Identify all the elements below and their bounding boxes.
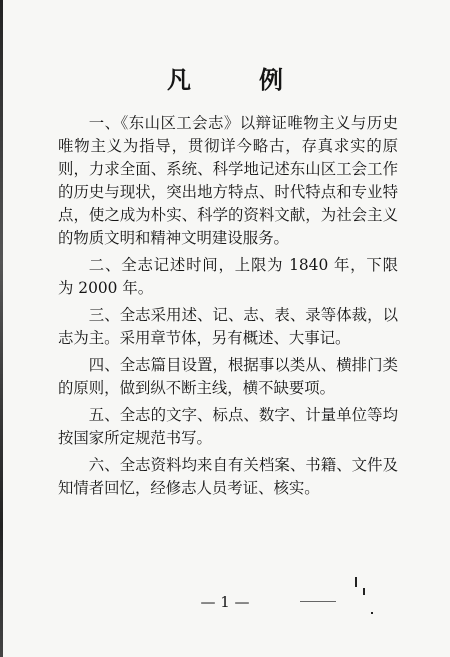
scan-speck (371, 612, 373, 614)
paragraph-1: 一、《东山区工会志》以辩证唯物主义与历史唯物主义为指导，贯彻详今略古，存真求实的原则，力求全面、系统、科学地记述东山区工会工作的历史与现状，突出地方特点、时代特点和专业特点，使之成为朴实、科学的资料文献，为社会主义的物质文明和精神文明建设服务。 (58, 114, 398, 247)
paragraph-5: 五、全志的文字、标点、数字、计量单位等均按国家所定规范书写。 (58, 406, 398, 447)
scan-edge-shadow (0, 0, 3, 657)
paragraph-3: 三、全志采用述、记、志、表、录等体裁，以志为主。采用章节体，另有概述、大事记。 (58, 306, 398, 347)
paragraph-2: 二、全志记述时间，上限为 1840 年，下限为 2000 年。 (58, 256, 398, 297)
page-number: — 1 — (200, 593, 250, 611)
paragraph-4: 四、全志篇目设置，根据事以类从、横排门类的原则，做到纵不断主线，横不缺要项。 (58, 356, 398, 397)
scan-speck (355, 577, 357, 587)
page-title: 凡 例 (167, 65, 305, 94)
paragraph-6: 六、全志资料均来自有关档案、书籍、文件及知情者回忆，经修志人员考证、核实。 (58, 456, 398, 497)
document-body (58, 112, 398, 504)
scan-speck (300, 601, 336, 602)
scan-speck (363, 588, 365, 595)
